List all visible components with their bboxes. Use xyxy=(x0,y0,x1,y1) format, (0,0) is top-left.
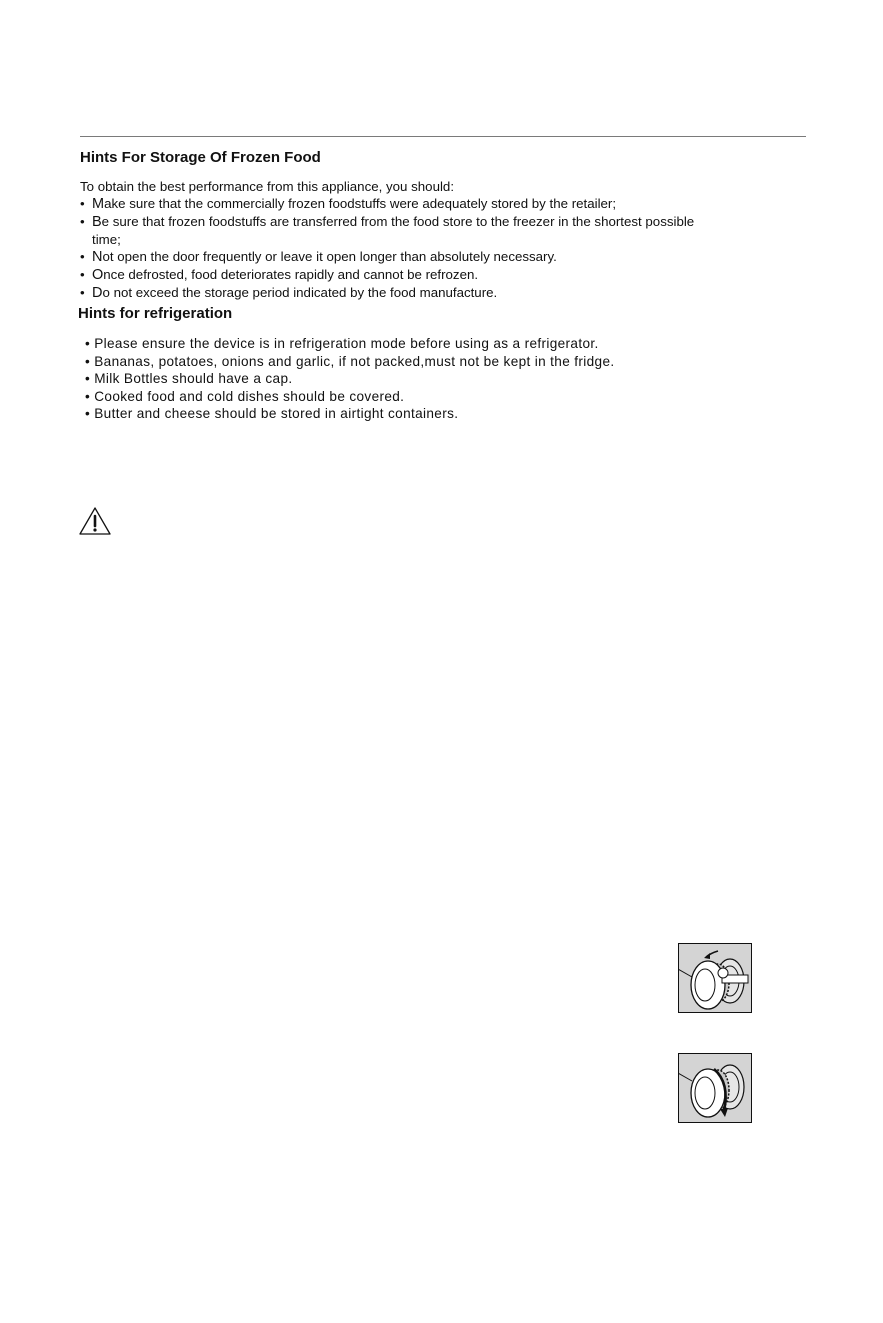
list-item: • Milk Bottles should have a cap. xyxy=(85,371,293,386)
list-item: • Not open the door frequently or leave it open longer than absolutely necessary. xyxy=(80,249,557,265)
list-item: • Be sure that frozen foodstuffs are transferred from the food store to the freezer in the shortest possible time; xyxy=(80,214,695,247)
refrigeration-list xyxy=(85,335,615,423)
list-item: • Do not exceed the storage period indicated by the food manufacture. xyxy=(80,285,498,301)
list-item: • Cooked food and cold dishes should be covered. xyxy=(85,388,405,404)
warning-triangle-icon xyxy=(78,506,112,536)
list-item: • Once defrosted, food deteriorates rapidly and cannot be refrozen. xyxy=(80,267,479,283)
lamp-cover-removal-figure xyxy=(678,943,752,1013)
list-item: • Make sure that the commercially frozen foodstuffs were adequately stored by the retailer; xyxy=(80,196,617,212)
header-rule xyxy=(80,136,806,137)
section-title-refrigeration: Hints for refrigeration xyxy=(78,305,233,322)
list-item: • Please ensure the device is in refrigeration mode before using as a refrigerator. xyxy=(85,336,599,351)
bulb-unscrew-figure xyxy=(678,1053,752,1123)
frozen-food-list xyxy=(80,195,694,302)
list-item: • Butter and cheese should be stored in airtight containers. xyxy=(85,406,459,421)
list-item: • Bananas, potatoes, onions and garlic, if not packed,must not be kept in the fridge. xyxy=(85,353,615,369)
section-intro: To obtain the best performance from this appliance, you should: xyxy=(80,179,455,194)
section-title-frozen-food: Hints For Storage Of Frozen Food xyxy=(80,149,321,166)
